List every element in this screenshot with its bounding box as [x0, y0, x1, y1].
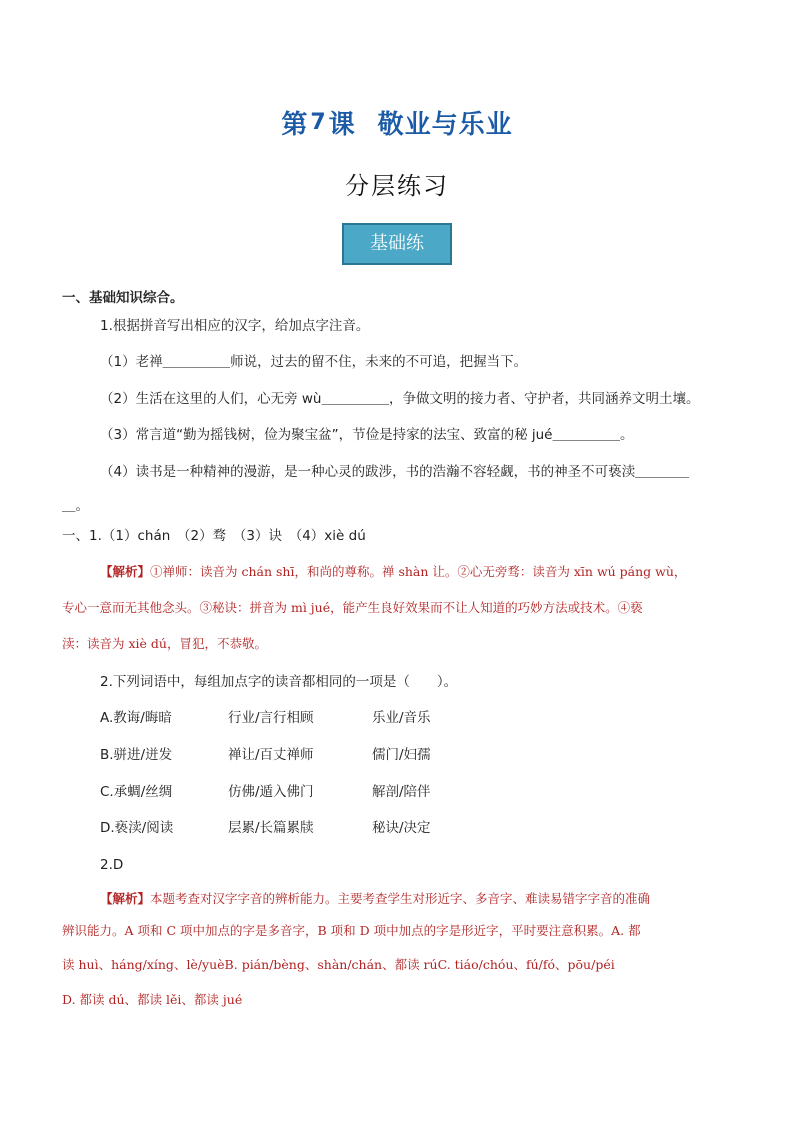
- q1-analysis-line-3: 渎：读音为 xiè dú，冒犯，不恭敬。: [62, 636, 267, 651]
- q1-item-3: （3）常言道“勤为摇钱树，俭为聚宝盆”，节俭是持家的法宝、致富的秘 jué＿＿＿＿＿。: [100, 427, 634, 443]
- title-topic: 敬业与乐业: [377, 110, 513, 140]
- title-lesson: 课: [328, 110, 356, 140]
- q2-option-c-3: 解剖/陪伴: [372, 784, 431, 800]
- q2-analysis-line-2: 辨识能力。A 项和 C 项中加点的字是多音字，B 项和 D 项中加点的字是形近字，平时要注意积累。A. 都: [62, 923, 641, 938]
- q2-option-b-2: 禅让/百丈禅师: [228, 747, 314, 763]
- section-heading: 一、基础知识综合。: [62, 290, 184, 306]
- q2-option-a-1: A.教诲/晦暗: [100, 710, 172, 726]
- q2-option-b-3: 儒门/妇孺: [372, 747, 431, 763]
- q2-option-d-2: 层累/长篇累牍: [228, 820, 314, 836]
- q2-analysis-line-1: 【解析】本题考查对汉字字音的辨析能力。主要考查学生对形近字、多音字、难读易错字字音的准确: [100, 891, 651, 906]
- q1-stem: 1.根据拼音写出相应的汉字，给加点字注音。: [100, 318, 370, 334]
- analysis-tag: 【解析】: [100, 564, 151, 579]
- q2-answer: 2.D: [100, 857, 124, 873]
- q2-option-c-2: 仿佛/遁入佛门: [228, 784, 314, 800]
- q2-analysis-line-4: D. 都读 dú、都读 lěi、都读 jué: [62, 992, 243, 1007]
- q1-item-2: （2）生活在这里的人们，心无旁 wù＿＿＿＿＿，争做文明的接力者、守护者，共同涵养文明土壤。: [100, 391, 700, 407]
- analysis-tag: 【解析】: [100, 891, 151, 906]
- q1-analysis-line-2: 专心一意而无其他念头。③秘诀：拼音为 mì jué，能产生良好效果而不让人知道的巧妙方法或技术。④亵: [62, 600, 643, 615]
- q2-option-b-1: B.骈进/迸发: [100, 747, 173, 763]
- q2-stem: 2.下列词语中，每组加点字的读音都相同的一项是（ ）。: [100, 674, 458, 690]
- q2-option-a-2: 行业/言行相顾: [228, 710, 314, 726]
- lesson-number: 7: [310, 110, 327, 135]
- q2-option-d-1: D.亵渎/阅读: [100, 820, 174, 836]
- page-title: [0, 104, 794, 141]
- page-subtitle: 分层练习: [345, 172, 449, 200]
- q1-answer: 一、1.（1）chán （2）骛 （3）诀 （4）xiè dú: [62, 528, 366, 544]
- q2-option-c-1: C.承蜩/丝绸: [100, 784, 173, 800]
- q2-option-a-3: 乐业/音乐: [372, 710, 431, 726]
- q2-analysis-line-3: 读 huì、háng/xíng、lè/yuèB. pián/bèng、shàn/chán、都读 rúC. tiáo/chóu、fú/fó、pōu/péi: [62, 957, 615, 972]
- level-badge: 基础练: [342, 223, 452, 265]
- q1-item-4-cont: ＿。: [62, 498, 89, 514]
- q1-item-1: （1）老禅＿＿＿＿＿师说，过去的留不住，未来的不可追，把握当下。: [100, 354, 528, 370]
- title-prefix: 第: [281, 110, 309, 140]
- q1-item-4: （4）读书是一种精神的漫游，是一种心灵的跋涉，书的浩瀚不容轻觑，书的神圣不可亵渎＿＿＿＿: [100, 464, 690, 480]
- q2-option-d-3: 秘诀/决定: [372, 820, 431, 836]
- q1-analysis-line-1: 【解析】①禅师：读音为 chán shī，和尚的尊称。禅 shàn 让。②心无旁骛：读音为 xīn wú páng wù，: [100, 564, 687, 579]
